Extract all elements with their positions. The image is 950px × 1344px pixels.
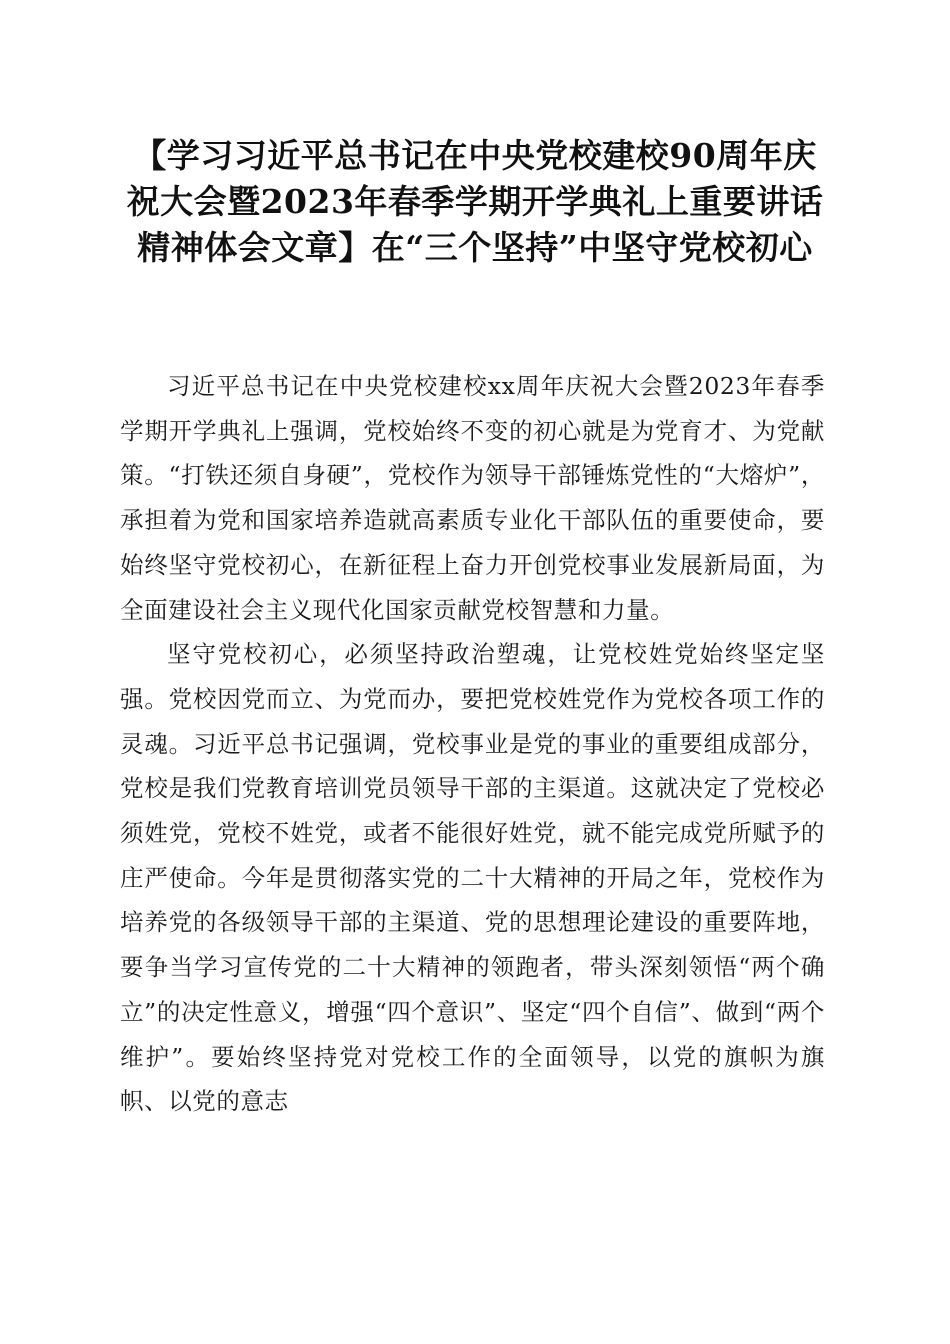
body-paragraph-1: 习近平总书记在中央党校建校xx周年庆祝大会暨2023年春季学期开学典礼上强调，党校始终不变的初心就是为党育才、为党献策。“打铁还须自身硬”，党校作为领导干部锤炼党性的“大熔炉”，承担着为党和国家培养造就高素质专业化干部队伍的重要使命，要始终坚守党校初心，在新征程上奋力开创党校事业发展新局面，为全面建设社会主义现代化国家贡献党校智慧和力量。 [120,372,825,624]
document-body [120,364,825,1124]
document-title: 【学习习近平总书记在中央党校建校90周年庆祝大会暨2023年春季学期开学典礼上重要讲话精神体会文章】在“三个坚持”中坚守党校初心 [126,136,824,267]
body-paragraph-2: 坚守党校初心，必须坚持政治塑魂，让党校姓党始终坚定坚强。党校因党而立、为党而办，要把党校姓党作为党校各项工作的灵魂。习近平总书记强调，党校事业是党的事业的重要组成部分，党校是我们党教育培训党员领导干部的主渠道。这就决定了党校必须姓党，党校不姓党，或者不能很好姓党，就不能完成党所赋予的庄严使命。今年是贯彻落实党的二十大精神的开局之年，党校作为培养党的各级领导干部的主渠道、党的思想理论建设的重要阵地，要争当学习宣传党的二十大精神的领跑者，带头深刻领悟“两个确立”的决定性意义，增强“四个意识”、坚定“四个自信”、做到“两个维护”。要始终坚持党对党校工作的全面领导，以党的旗帜为旗帜、以党的意志 [120,640,825,1116]
